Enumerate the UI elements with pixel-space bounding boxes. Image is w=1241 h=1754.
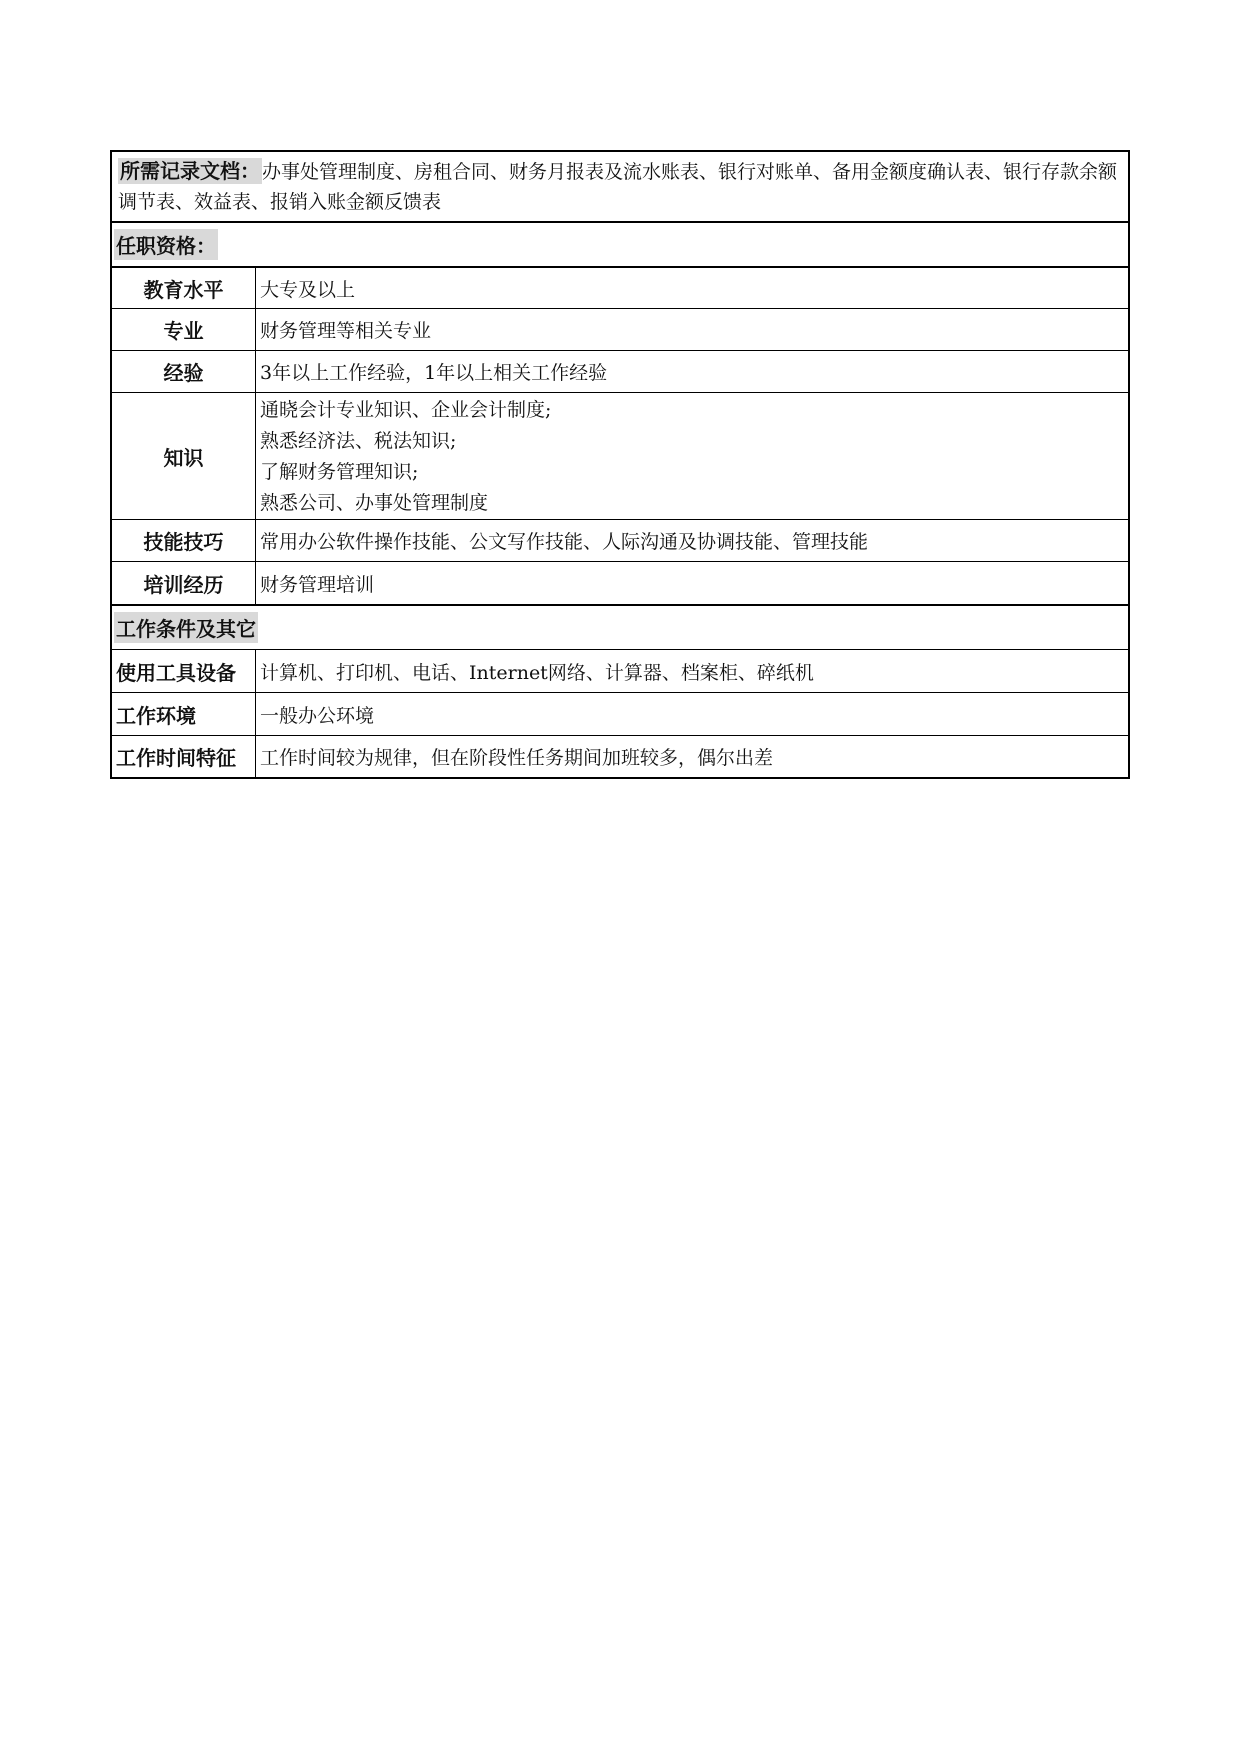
knowledge-line: 熟悉公司、办事处管理制度 [260,492,489,514]
schedule-value: 工作时间较为规律，但在阶段性任务期间加班较多，偶尔出差 [260,747,774,769]
knowledge-line: 熟悉经济法、税法知识; [260,430,457,452]
records-text: 办事处管理制度、房租合同、财务月报表及流水账表、银行对账单、备用金额度确认表、银行存款余额调节表、效益表、报销入账金额反馈表 [118,161,1118,213]
skills-label: 技能技巧 [112,520,256,561]
qualifications-heading-row [112,221,1128,266]
job-description-table [110,150,1130,779]
environment-value: 一般办公环境 [260,704,375,727]
schedule-label: 工作时间特征 [112,736,256,777]
skills-value: 常用办公软件操作技能、公文写作技能、人际沟通及协调技能、管理技能 [260,531,869,553]
knowledge-line: 了解财务管理知识; [260,461,419,483]
tools-label: 使用工具设备 [112,650,256,692]
qualifications-heading: 任职资格： [114,229,218,260]
records-cell [112,152,1128,221]
experience-value: 3年以上工作经验，1年以上相关工作经验 [260,362,608,384]
skills-row [112,519,1128,561]
training-row [112,561,1128,604]
tools-row [112,649,1128,692]
education-value: 大专及以上 [260,278,356,301]
education-label: 教育水平 [112,268,256,308]
qualifications-heading-cell [112,223,218,266]
knowledge-line: 通晓会计专业知识、企业会计制度; [260,399,552,421]
tools-value: 计算机、打印机、电话、Internet网络、计算器、档案柜、碎纸机 [260,661,814,684]
experience-label: 经验 [112,351,256,392]
environment-row [112,692,1128,735]
records-label: 所需记录文档： [120,159,260,183]
conditions-heading-cell [112,606,258,649]
training-label: 培训经历 [112,562,256,604]
education-row [112,266,1128,308]
knowledge-label: 知识 [112,393,256,519]
environment-label: 工作环境 [112,693,256,735]
major-value: 财务管理等相关专业 [260,320,432,342]
schedule-row [112,735,1128,777]
conditions-heading-row [112,604,1128,649]
experience-row [112,350,1128,392]
conditions-heading: 工作条件及其它 [114,612,258,643]
knowledge-value [256,393,1128,519]
training-value: 财务管理培训 [260,573,375,596]
records-row [112,152,1128,221]
major-row [112,308,1128,350]
knowledge-row [112,392,1128,519]
major-label: 专业 [112,309,256,350]
